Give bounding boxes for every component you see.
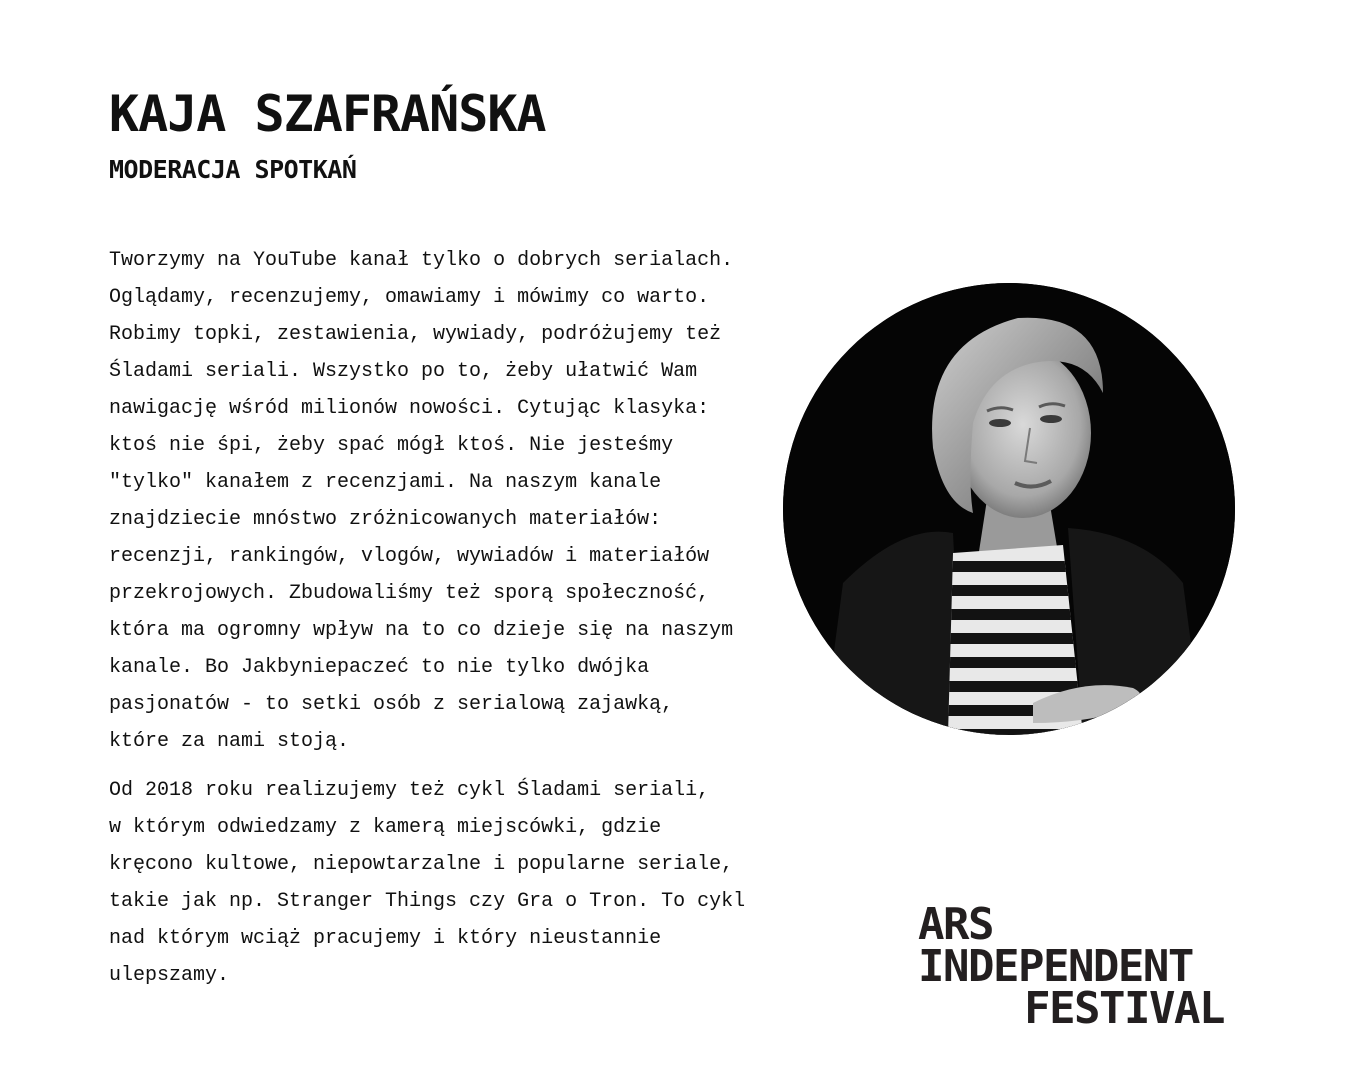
- speaker-name: KAJA SZAFRAŃSKA: [109, 85, 546, 143]
- bio-paragraph-2: Od 2018 roku realizujemy też cykl Śladami seriali, w którym odwiedzamy z kamerą miejscówki, gdzie kręcono kultowe, niepowtarzalne i popularne seriale, takie jak np. Stranger Things czy Gra o Tron. To cykl nad którym wciąż pracujemy i który nieustannie ulepszamy.: [109, 779, 746, 987]
- speaker-role: MODERACJA SPOTKAŃ: [109, 155, 357, 184]
- ars-independent-festival-logo: [918, 899, 1224, 1034]
- speaker-bio: [109, 242, 779, 1006]
- speaker-portrait: [783, 283, 1235, 735]
- logo-line-festival: FESTIVAL: [1024, 983, 1224, 1034]
- logo-line-independent: INDEPENDENT: [918, 941, 1193, 992]
- logo-line-ars: ARS: [918, 899, 993, 950]
- bio-paragraph-1: Tworzymy na YouTube kanał tylko o dobrych serialach. Oglądamy, recenzujemy, omawiamy i mówimy co warto. Robimy topki, zestawienia, wywiady, podróżujemy też Śladami seriali. Wszystko po to, żeby ułatwić Wam nawigację wśród milionów nowości. Cytując klasyka: ktoś nie śpi, żeby spać mógł ktoś. Nie jesteśmy "tylko" kanałem z recenzjami. Na naszym kanale znajdziecie mnóstwo zróżnicowanych materiałów: recenzji, rankingów, vlogów, wywiadów i materiałów przekrojowych. Zbudowaliśmy też sporą społeczność, która ma ogromny wpływ na to co dzieje się na naszym kanale. Bo Jakbyniepaczeć to nie tylko dwójka pasjonatów - to setki osób z serialową zajawką, które za nami stoją.: [109, 249, 734, 753]
